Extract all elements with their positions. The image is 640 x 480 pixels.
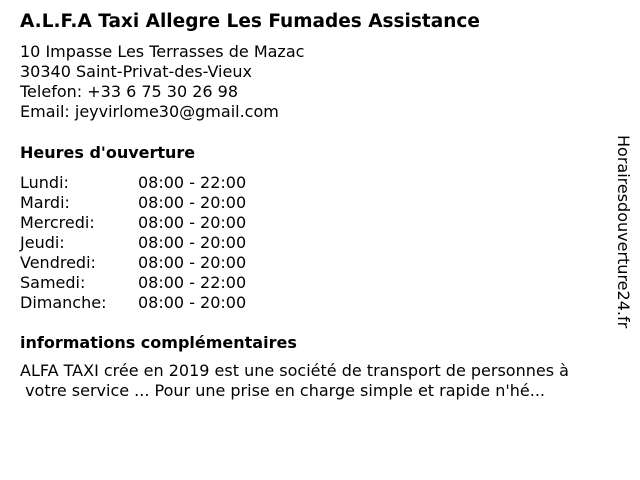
opening-hours-table [20,173,615,313]
day-label: Samedi: [20,273,86,292]
time-range: 08:00 - 20:00 [138,213,247,232]
day-label: Dimanche: [20,293,107,312]
hours-row-saturday [20,273,615,293]
business-card [20,9,615,401]
business-name: A.L.F.A Taxi Allegre Les Fumades Assistance [20,11,480,32]
contact-block [20,42,615,122]
day-label: Jeudi: [20,233,65,252]
time-range: 08:00 - 22:00 [138,173,247,192]
hours-row-friday [20,253,615,273]
time-range: 08:00 - 22:00 [138,273,247,292]
hours-row-thursday [20,233,615,253]
time-range: 08:00 - 20:00 [138,253,247,272]
hours-row-tuesday [20,193,615,213]
hours-row-sunday [20,293,615,313]
day-label: Lundi: [20,173,69,192]
additional-info-heading: informations complémentaires [20,333,297,352]
phone-number: Telefon: +33 6 75 30 26 98 [20,82,239,101]
street-address: 10 Impasse Les Terrasses de Mazac [20,42,305,61]
day-label: Vendredi: [20,253,96,272]
day-label: Mercredi: [20,213,95,232]
opening-hours-heading: Heures d'ouverture [20,143,196,162]
hours-row-monday [20,173,615,193]
email-address: Email: jeyvirlome30@gmail.com [20,102,279,121]
site-watermark: Horairesdouverture24.fr [614,135,633,329]
time-range: 08:00 - 20:00 [138,193,247,212]
info-line: ALFA TAXI crée en 2019 est une société de transport de personnes à [20,361,569,380]
time-range: 08:00 - 20:00 [138,233,247,252]
time-range: 08:00 - 20:00 [138,293,247,312]
city-address: 30340 Saint-Privat-des-Vieux [20,62,252,81]
day-label: Mardi: [20,193,70,212]
hours-row-wednesday [20,213,615,233]
info-line: votre service ... Pour une prise en charge simple et rapide n'hé... [20,381,545,400]
additional-info-text [20,361,615,401]
